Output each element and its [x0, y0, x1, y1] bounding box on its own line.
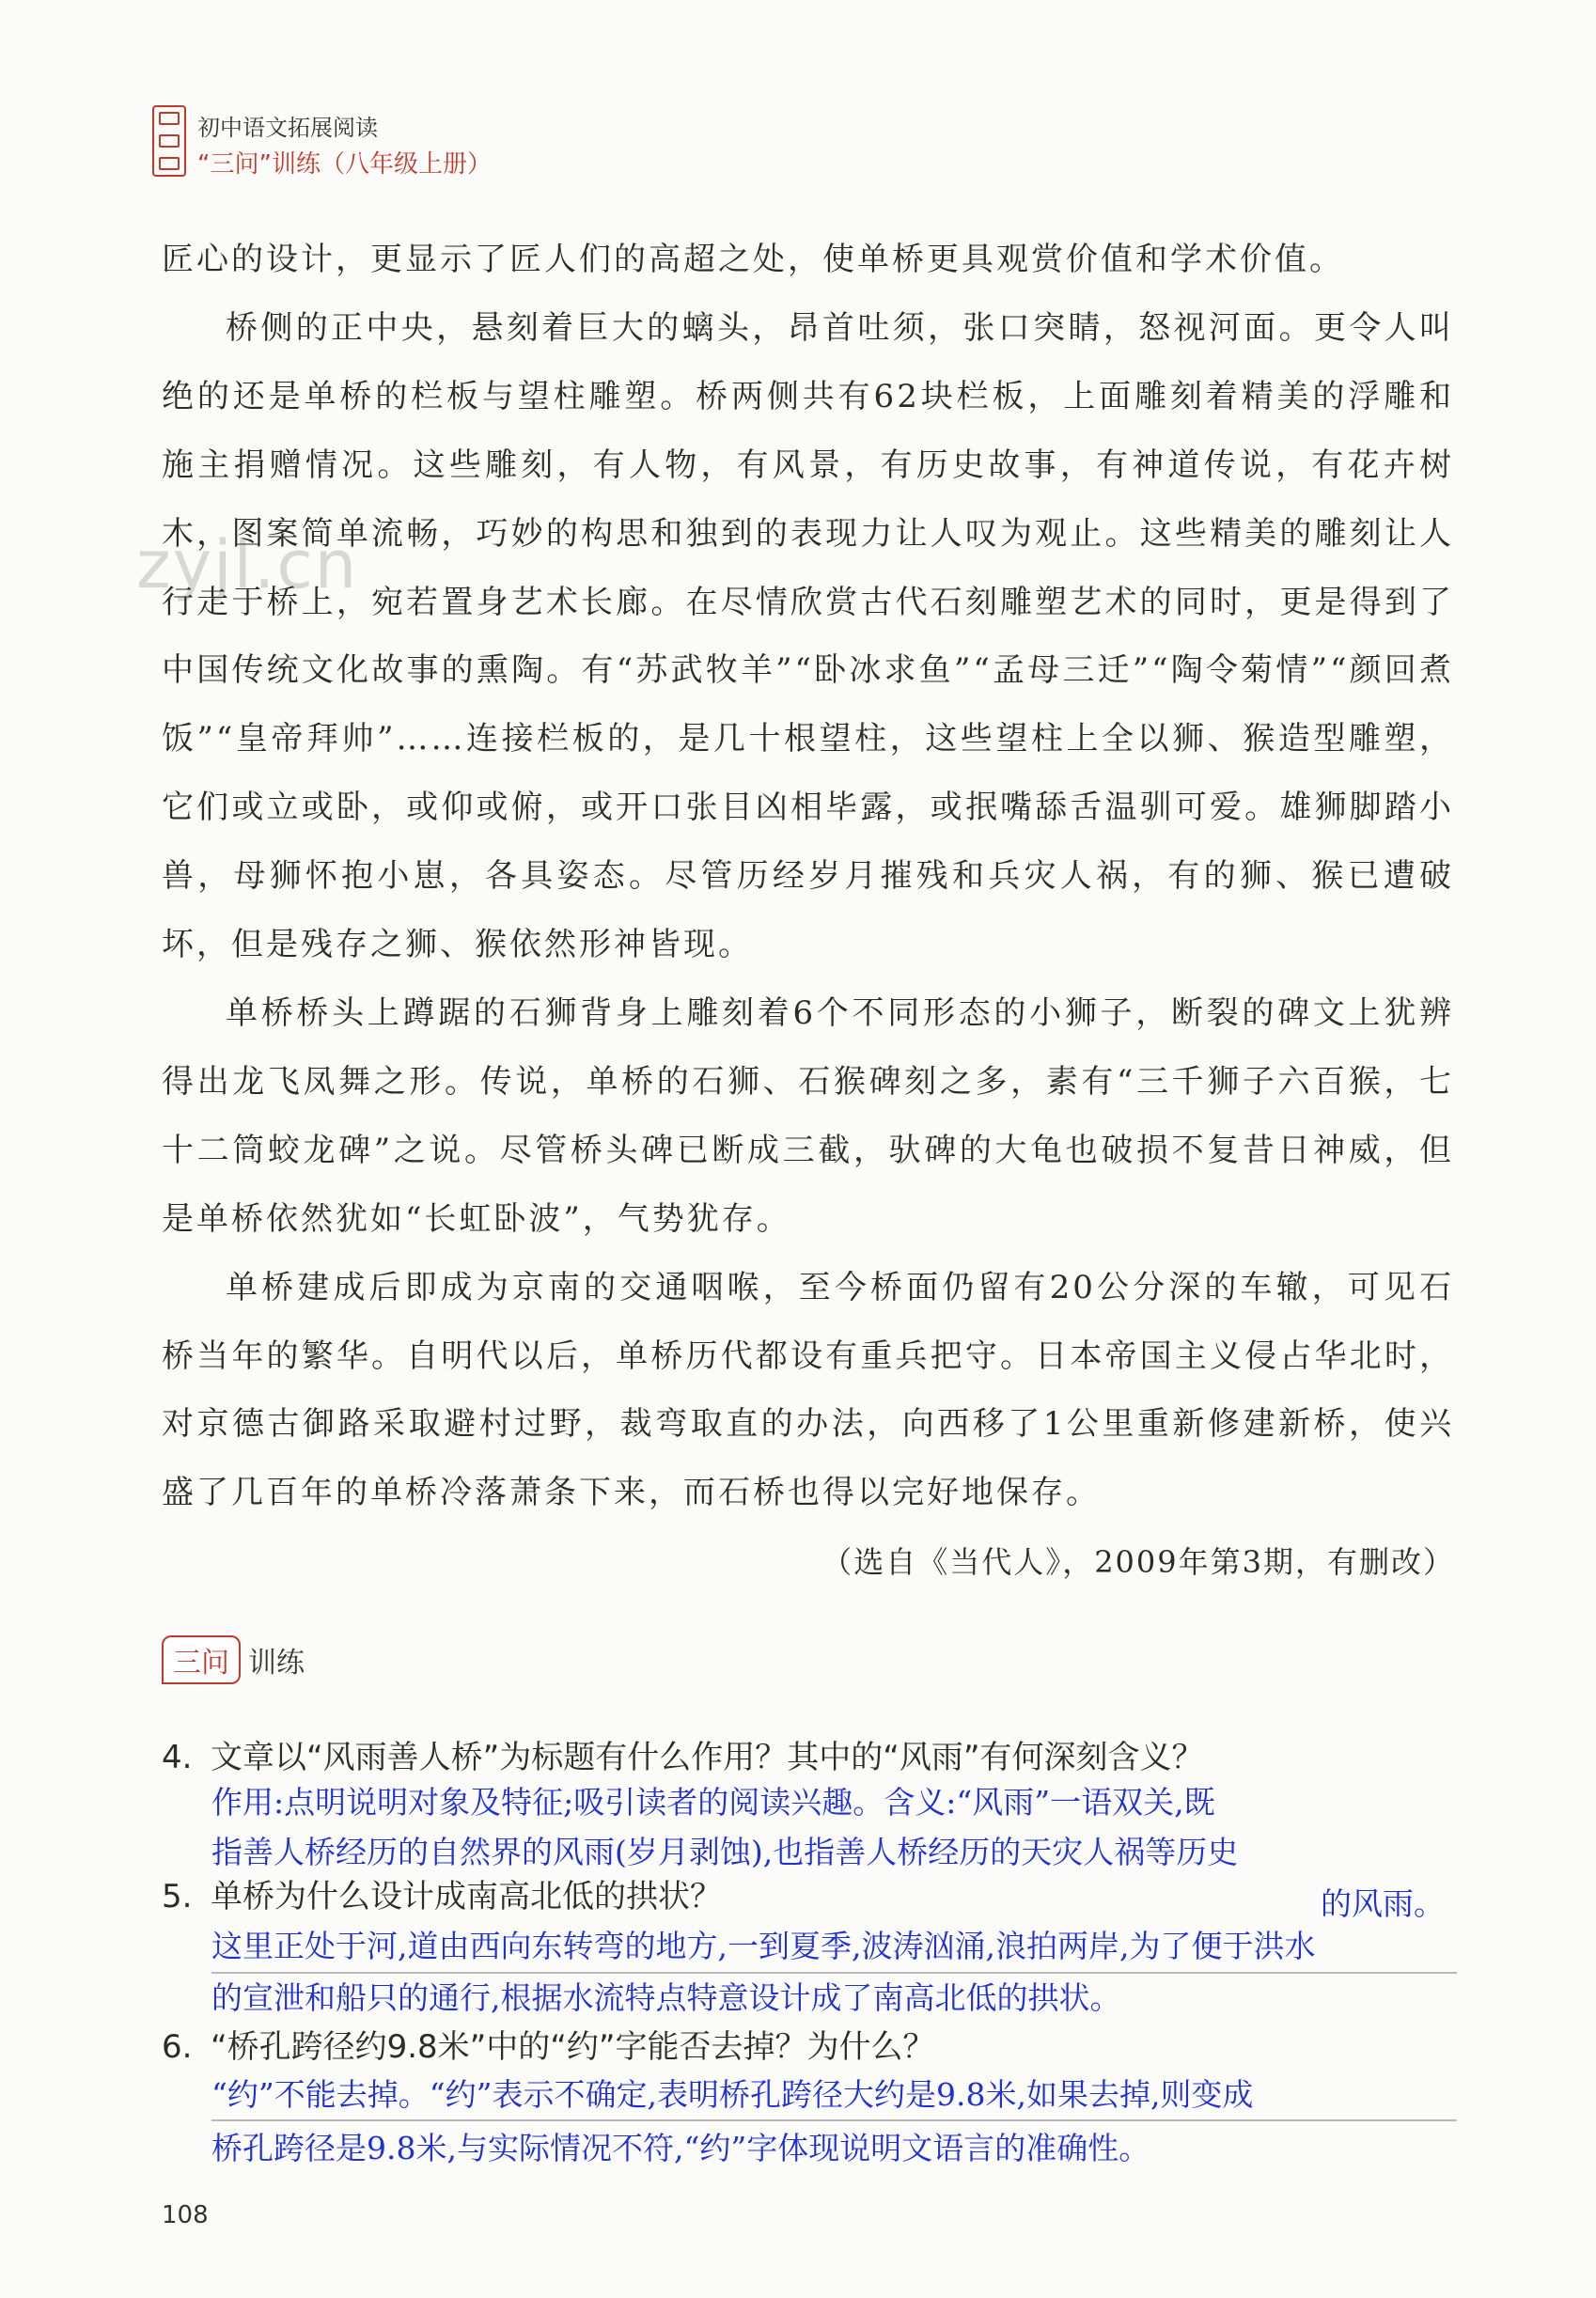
page-number: 108 — [162, 2201, 209, 2229]
section-badge: 三问 — [162, 1635, 241, 1684]
question-text: 文章以“风雨善人桥”为标题有什么作用？其中的“风雨”有何深刻含义？ — [211, 1739, 1204, 1776]
question-6 — [162, 2021, 935, 2067]
question-number: 4. — [162, 1739, 193, 1776]
question-number: 6. — [162, 2028, 193, 2066]
answer-line: 的风雨。 — [1321, 1885, 1445, 1922]
source-citation: （选自《当代人》，2009年第3期，有删改） — [821, 1544, 1455, 1580]
paragraph: 单桥桥头上蹲踞的石狮背身上雕刻着6个不同形态的小狮子，断裂的碑文上犹辨得出龙飞凤舞之形。传说，单桥的石狮、石猴碑刻之多，素有“三千狮子六百猴，七十二筒蛟龙碑”之说。尽管桥头碑已断成三截，驮碑的大龟也破损不复昔日神威，但是单桥依然犹如“长虹卧波”，气势犹存。 — [162, 993, 1454, 1238]
answer-line: 的宣泄和船只的通行,根据水流特点特意设计成了南高北低的拱状。 — [211, 1979, 1121, 2016]
book-title: “三问”训练（八年级上册） — [197, 150, 492, 179]
question-text: 单桥为什么设计成南高北低的拱状？ — [211, 1878, 722, 1915]
question-4 — [162, 1731, 1203, 1777]
answer-line: “约”不能去掉。“约”表示不确定,表明桥孔跨径大约是9.8米,如果去掉,则变成 — [211, 2076, 1254, 2113]
question-5 — [162, 1870, 722, 1916]
book-logo-icon — [152, 105, 186, 177]
question-text: “桥孔跨径约9.8米”中的“约”字能否去掉？为什么？ — [211, 2028, 935, 2066]
series-title: 初中语文拓展阅读 — [197, 115, 378, 141]
paragraph: 单桥建成后即成为京南的交通咽喉，至今桥面仍留有20公分深的车辙，可见石桥当年的繁华。自明代以后，单桥历代都设有重兵把守。日本帝国主义侵占华北时，对京德古御路采取避村过野，裁弯取直的办法，向西移了1公里重新修建新桥，使兴盛了几百年的单桥冷落萧条下来，而石桥也得以完好地保存。 — [162, 1268, 1454, 1512]
answer-line: 作用:点明说明对象及特征;吸引读者的阅读兴趣。含义:“风雨”一语双关,既 — [211, 1784, 1215, 1821]
answer-line: 桥孔跨径是9.8米,与实际情况不符,“约”字体现说明文语言的准确性。 — [211, 2130, 1150, 2166]
paragraph: 匠心的设计，更显示了匠人们的高超之处，使单桥更具观赏价值和学术价值。 — [162, 241, 1344, 278]
question-number: 5. — [162, 1878, 193, 1915]
paragraph: 桥侧的正中央，悬刻着巨大的螭头，昂首吐须，张口突睛，怒视河面。更令人叫绝的还是单桥的栏板与望柱雕塑。桥两侧共有62块栏板，上面雕刻着精美的浮雕和施主捐赠情况。这些雕刻，有人物，有风景，有历史故事，有神道传说，有花卉树木，图案简单流畅，巧妙的构思和独到的表现力让人叹为观止。这些精美的雕刻让人行走于桥上，宛若置身艺术长廊。在尽情欣赏古代石刻雕塑艺术的同时，更是得到了中国传统文化故事的熏陶。有“苏武牧羊”“卧冰求鱼”“孟母三迁”“陶令菊情”“颜回煮饭”“皇帝拜帅”……连接栏板的，是几十根望柱，这些望柱上全以狮、猴造型雕塑，它们或立或卧，或仰或俯，或开口张目凶相毕露，或抿嘴舔舌温驯可爱。雄狮脚踏小兽，母狮怀抱小崽，各具姿态。尽管历经岁月摧残和兵灾人祸，有的狮、猴已遭破坏，但是残存之狮、猴依然形神皆现。 — [162, 308, 1454, 964]
article-body — [162, 226, 1454, 1527]
section-title: 训练 — [248, 1647, 305, 1680]
answer-line: 指善人桥经历的自然界的风雨(岁月剥蚀),也指善人桥经历的天灾人祸等历史 — [211, 1834, 1239, 1870]
answer-rule — [211, 2119, 1457, 2121]
watermark: zyjl.cn — [136, 526, 359, 603]
section-heading — [162, 1635, 305, 1684]
answer-line: 这里正处于河,道由西向东转弯的地方,一到夏季,波涛汹涌,浪拍两岸,为了便于洪水 — [211, 1928, 1316, 1964]
